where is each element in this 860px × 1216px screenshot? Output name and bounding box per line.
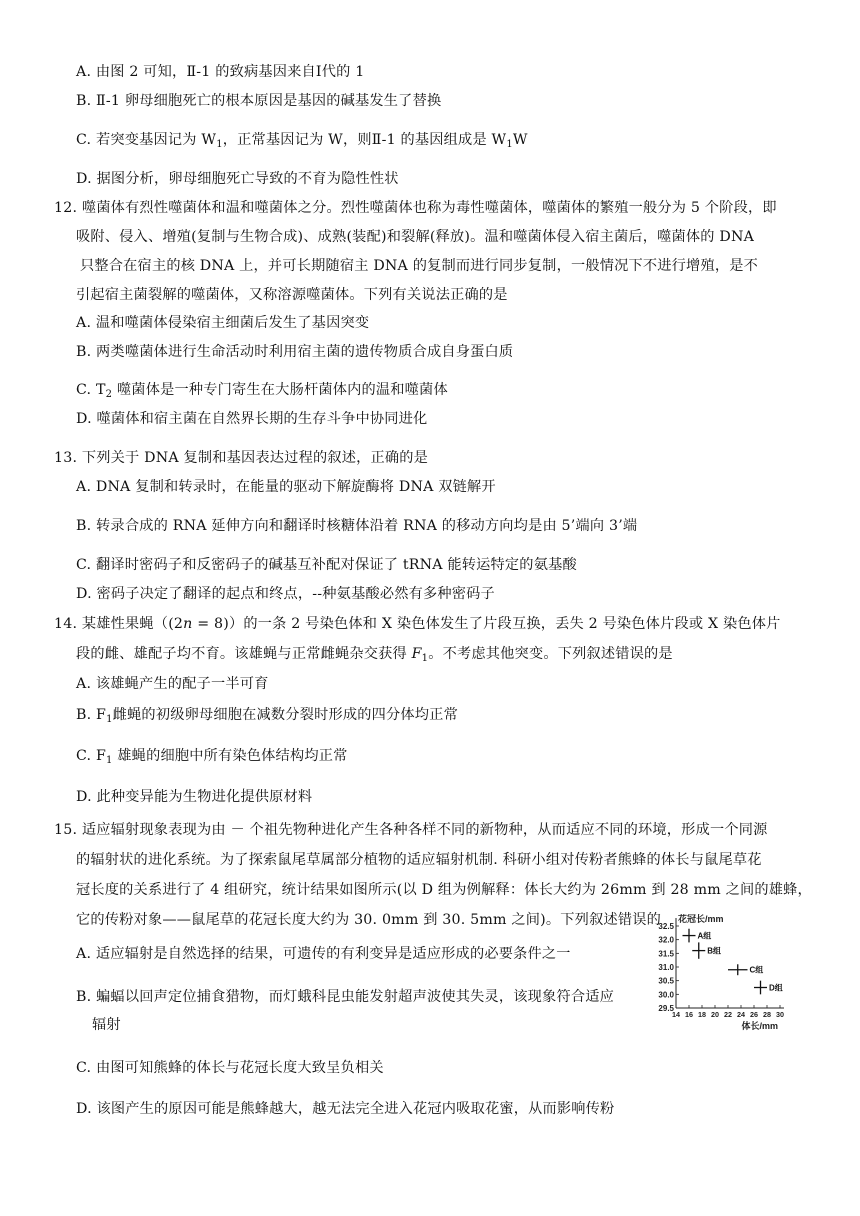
group-label: D组 [769,983,783,993]
q11-option-c-text2: ，正常基因记为 W，则Ⅱ-1 的基因组成是 W [222,132,507,148]
q11-sub-1b: 1 [506,139,513,150]
q12-option-c-text1: C. T [76,382,106,398]
q12-stem-line4: 引起宿主菌裂解的噬菌体，又称溶源噬菌体。下列有关说法正确的是 [76,287,508,303]
q12-option-a: A. 温和噬菌体侵染宿主细菌后发生了基因突变 [76,315,370,331]
group-label: B组 [707,946,722,956]
q14-option-a: A. 该雄蝇产生的配子一半可育 [76,676,269,692]
q13-option-d: D. 密码子决定了翻译的起点和终点，--种氨基酸必然有多种密码子 [76,586,495,602]
q14-option-c-text2: 雄蝇的细胞中所有染色体结构均正常 [112,748,348,764]
y-tick-label: 32.5 [658,922,674,931]
x-tick-label: 18 [698,1010,706,1019]
x-tick-label: 24 [737,1010,745,1019]
q14-c-sub-1: 1 [106,755,113,766]
q14-option-b-text1: B. F [76,707,107,723]
q12-stem-line3: 只整合在宿主的核 DNA 上，并可长期随宿主 DNA 的复制而进行同步复制，一般情况下不进行增殖，是不 [80,258,758,274]
q14-stem-line1 [54,614,781,634]
q11-option-c-text3: W [512,132,528,148]
q15-option-a: A. 适应辐射是自然选择的结果，可遗传的有利变异是适应形成的必要条件之一 [76,946,571,962]
q12-sub-2: 2 [105,389,113,400]
q11-option-c [76,130,528,155]
x-tick-label: 26 [750,1010,758,1019]
q14-option-d: D. 此种变异能为生物进化提供原材料 [76,789,313,805]
q14-option-b-text2: 雌蝇的初级卵母细胞在减数分裂时形成的四分体均正常 [112,707,458,723]
q14-stem2-text1: 段的雌、雄配子均不育。该雄蝇与正常雌蝇杂交获得 [76,646,412,662]
x-tick-label: 20 [711,1010,719,1019]
x-tick-label: 16 [685,1010,693,1019]
y-tick-label: 30.5 [658,976,674,986]
y-tick-label: 31.0 [658,963,674,972]
q13-option-c: C. 翻译时密码子和反密码子的碱基互补配对保证了 tRNA 能转运特定的氨基酸 [76,557,577,573]
q12-option-d: D. 噬菌体和宿主菌在自然界长期的生存斗争中协同进化 [76,411,428,427]
y-tick-label: 32.0 [658,935,674,945]
q11-option-d: D. 据图分析，卵母细胞死亡导致的不育为隐性性状 [76,171,399,187]
x-tick-label: 14 [672,1010,680,1019]
q13-stem: 13. 下列关于 DNA 复制和基因表达过程的叙述，正确的是 [54,450,429,466]
q12-option-b: B. 两类噬菌体进行生命活动时利用宿主菌的遗传物质合成自身蛋白质 [76,344,514,360]
q14-option-c [76,746,348,771]
q14-stem1-text2: = 8)）的一条 2 号染色体和 X 染色体发生了片段互换，丢失 2 号染色体片段或 X 染色体片 [192,616,781,632]
q11-option-b: B. Ⅱ-1 卵母细胞死亡的根本原因是基因的碱基发生了替换 [76,93,442,109]
q15-option-d: D. 该图产生的原因可能是熊蜂越大，越无法完全进入花冠内吸取花蜜，从而影响传粉 [76,1101,615,1117]
q13-option-b: B. 转录合成的 RNA 延伸方向和翻译时核糖体沿着 RNA 的移动方向均是由 5’端向 3’端 [76,518,638,534]
x-tick-label: 30 [776,1010,784,1019]
q13-option-a: A. DNA 复制和转录时，在能量的驱动下解旋酶将 DNA 双链解开 [76,479,496,495]
q14-b-sub-1: 1 [106,714,113,725]
q15-option-b-line1: B. 蝙蝠以回声定位捕食猎物，而灯蛾科昆虫能发射超声波使其失灵，该现象符合适应 [76,989,614,1005]
y-tick-label: 30.0 [658,990,674,1000]
y-tick-label: 29.5 [658,1004,674,1013]
bee-corolla-chart [640,912,790,1042]
q11-option-a: A. 由图 2 可知，Ⅱ-1 的致病基因来自Ⅰ代的 1 [76,64,365,80]
q15-stem-line2: 的辐射状的进化系统。为了探索鼠尾草属部分植物的适应辐射机制. 科研小组对传粉者熊蜂的体长与鼠尾草花 [76,852,762,868]
q11-option-c-text1: C. 若突变基因记为 W [76,132,217,148]
x-tick-label: 28 [763,1010,771,1019]
q14-option-b [76,705,458,730]
q15-option-b-line2: 辐射 [92,1017,121,1033]
q12-option-c-text2: 噬菌体是一种专门寄生在大肠杆菌体内的温和噬菌体 [112,382,448,398]
q14-stem1-text1: 14. 某雄性果蝇（(2 [54,616,184,632]
q15-stem-line4: 它的传粉对象——鼠尾草的花冠长度大约为 30. 0mm 到 30. 5mm 之间)。下列叙述错误的 [76,912,662,928]
q15-stem-line1: 15. 适应辐射现象表现为由 － 个祖先物种进化产生各种各样不同的新物种，从而适应不同的环境，形成一个同源 [54,822,768,838]
y-tick-label: 31.5 [658,949,674,959]
group-label: A组 [697,931,712,941]
q15-option-c: C. 由图可知熊蜂的体长与花冠长度大致呈负相关 [76,1060,384,1076]
q12-stem-line1: 12. 噬菌体有烈性噬菌体和温和噬菌体之分。烈性噬菌体也称为毒性噬菌体，噬菌体的繁殖一般分为 5 个阶段，即 [54,200,777,216]
q14-f-var: F [411,646,422,662]
q14-stem2-text2: 。不考虑其他突变。下列叙述错误的是 [428,646,673,662]
q14-sub-1: 1 [421,653,429,664]
q12-stem-line2: 吸附、侵入、增殖(复制与生物合成)、成熟(装配)和裂解(释放)。温和噬菌体侵入宿主菌后，噬菌体的 DNA [76,229,755,245]
q15-stem-line3: 冠长度的关系进行了 4 组研究，统计结果如图所示(以 D 组为例解释：体长大约为 26mm 到 28 mm 之间的雄蜂， [76,882,812,898]
x-tick-label: 22 [724,1010,732,1019]
q11-sub-1: 1 [216,139,223,150]
q12-option-c [76,380,448,405]
q14-stem-line2 [76,644,673,669]
q14-n-var: n [183,616,193,632]
group-label: C组 [749,965,764,975]
q14-option-c-text1: C. F [76,748,107,764]
y-axis-title: 花冠长/mm [678,914,724,924]
x-axis-title: 体长/mm [741,1021,778,1031]
